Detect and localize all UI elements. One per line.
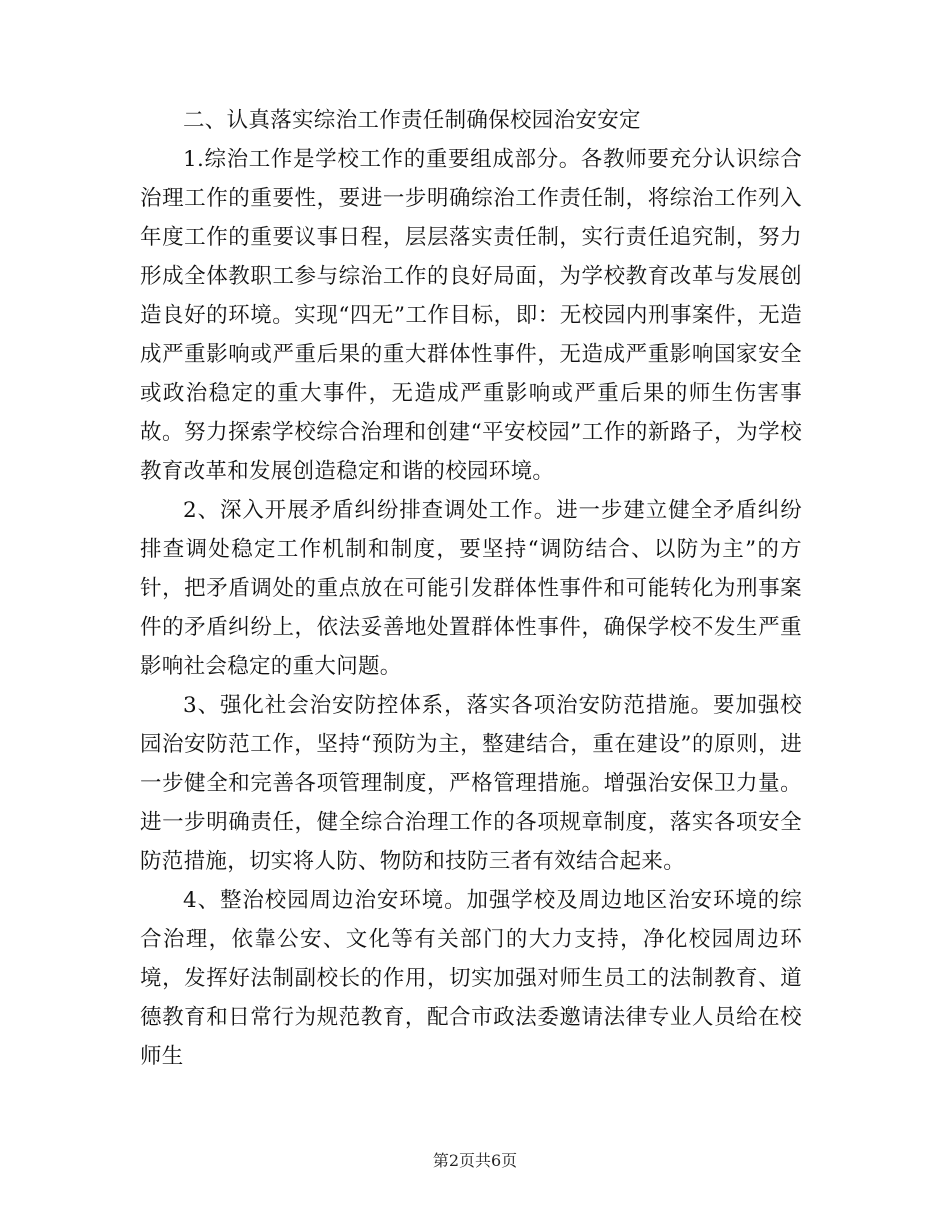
paragraph-1: 1.综治工作是学校工作的重要组成部分。各教师要充分认识综合治理工作的重要性，要进一步明确综治工作责任制，将综治工作列入年度工作的重要议事日程，层层落实责任制，实行责任追究制，努力形成全体教职工参与综治工作的良好局面，为学校教育改革与发展创造良好的环境。实现“四无”工作目标，即：无校园内刑事案件，无造成严重影响或严重后果的重大群体性事件，无造成严重影响国家安全或政治稳定的重大事件，无造成严重影响或严重后果的师生伤害事故。努力探索学校综合治理和创建“平安校园”工作的新路子，为学校教育改革和发展创造稳定和谐的校园环境。 (140, 147, 802, 484)
paragraph-3: 3、强化社会治安防控体系，落实各项治安防范措施。要加强校园治安防范工作，坚持“预防为主，整建结合，重在建设”的原则，进一步健全和完善各项管理制度，严格管理措施。增强治安保卫力量。进一步明确责任，健全综合治理工作的各项规章制度，落实各项安全防范措施，切实将人防、物防和技防三者有效结合起来。 (140, 693, 802, 874)
page-number: 第2页共6页 (432, 1151, 518, 1170)
paragraph-4: 4、整治校园周边治安环境。加强学校及周边地区治安环境的综合治理，依靠公安、文化等有关部门的大力支持，净化校园周边环境，发挥好法制副校长的作用，切实加强对师生员工的法制教育、道德教育和日常行为规范教育，配合市政法委邀请法律专业人员给在校师生 (140, 888, 802, 1069)
document-body (140, 101, 802, 1076)
section-heading: 二、认真落实综治工作责任制确保校园治安安定 (183, 108, 641, 133)
paragraph-2: 2、深入开展矛盾纠纷排查调处工作。进一步建立健全矛盾纠纷排查调处稳定工作机制和制度，要坚持“调防结合、以防为主”的方针，把矛盾调处的重点放在可能引发群体性事件和可能转化为刑事案件的矛盾纠纷上，依法妥善地处置群体性事件，确保学校不发生严重影响社会稳定的重大问题。 (140, 498, 802, 679)
